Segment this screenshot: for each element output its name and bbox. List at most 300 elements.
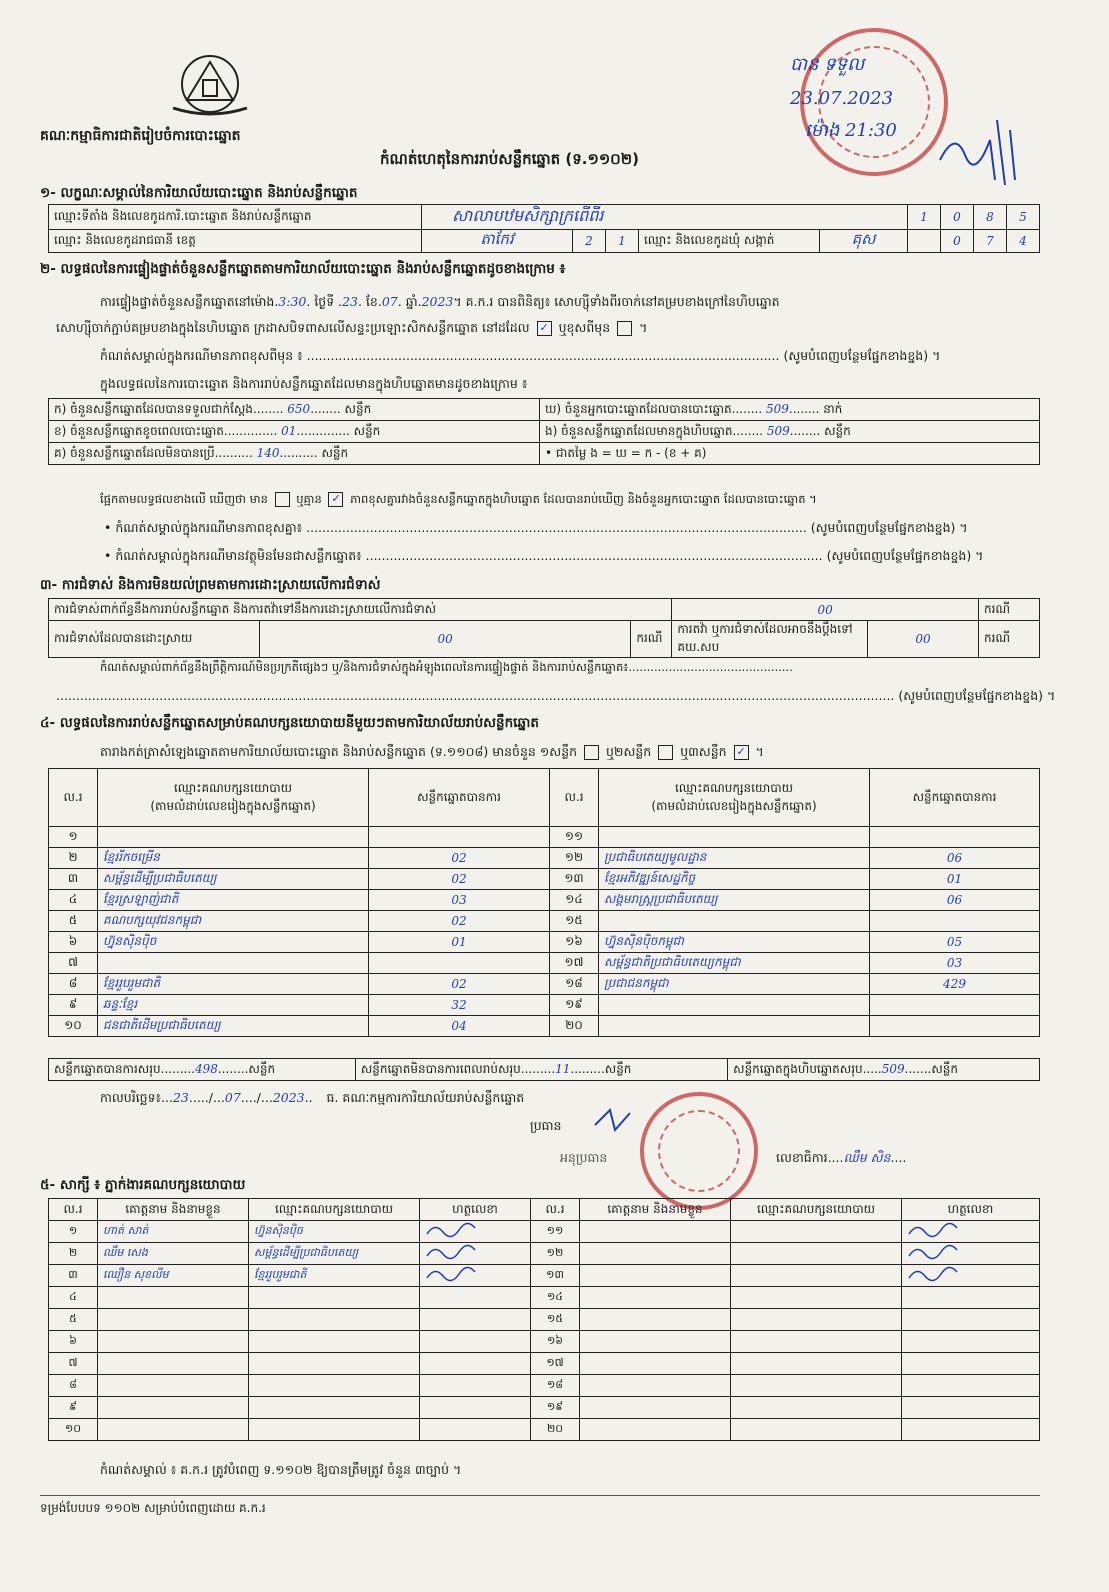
table-row	[49, 932, 1040, 953]
party-name	[98, 953, 369, 974]
location-code-2: 0	[941, 205, 974, 230]
row-no: ១៨	[550, 974, 599, 995]
irregularity-hint: (សូមបំពេញបន្ថែមផ្នែកខាងខ្នង) ។	[898, 688, 1056, 703]
received-value: 650	[287, 401, 311, 416]
seal-line	[56, 320, 647, 339]
changed-checkbox[interactable]	[617, 321, 632, 336]
party-name: ខ្មែរស្រឡាញ់ជាតិ	[98, 890, 369, 911]
witness-row	[49, 1221, 1040, 1243]
party-results-table	[48, 768, 1040, 1037]
witness-no: ៦	[49, 1331, 98, 1353]
witness-row	[49, 1353, 1040, 1375]
witness-signature	[420, 1331, 531, 1353]
row-no: ១៧	[550, 953, 599, 974]
total-valid-cell: សន្លឹកឆ្នោតបានការសរុប.........498........សន្លឹក	[49, 1059, 356, 1081]
party-votes	[369, 827, 550, 848]
total-box-label: សន្លឹកឆ្នោតក្នុងហិបឆ្នោតសរុប	[733, 1061, 863, 1076]
col-party-left-title: ឈ្មោះគណបក្សនយោបាយ	[173, 780, 293, 795]
witness-no: ១១	[531, 1221, 580, 1243]
committee-label: ធ. គណៈកម្មការការិយាល័យរាប់សន្លឹកឆ្នោត	[326, 1090, 525, 1105]
witness-name	[580, 1375, 731, 1397]
witness-party	[249, 1397, 420, 1419]
party-votes: 05	[870, 932, 1040, 953]
witness-no: ២	[49, 1243, 98, 1265]
party-name: ខ្មែររួបរួមជាតិ	[98, 974, 369, 995]
commune-label: ឈ្មោះ និងលេខកូដឃុំ សង្កាត់	[639, 230, 820, 253]
witness-no: ១៧	[531, 1353, 580, 1375]
party-votes	[870, 1016, 1040, 1037]
witness-signature	[902, 1375, 1040, 1397]
commune-code-1: 0	[941, 230, 974, 253]
witness-signature	[902, 1397, 1040, 1419]
witness-party	[731, 1375, 902, 1397]
row-no: ១៩	[550, 995, 599, 1016]
witness-signature	[902, 1243, 1040, 1265]
appeal-label: ការតវ៉ា ឬការជំទាស់ដែលអាចនឹងប្តឹងទៅ គឃ.សប	[672, 621, 868, 658]
difference-text-a: ផ្អែកតាមលទ្ធផលខាងលើ ឃើញថា មាន	[100, 492, 268, 506]
witness-name	[580, 1309, 731, 1331]
commune-code-blank	[908, 230, 941, 253]
complaints-unit: ករណី	[979, 599, 1040, 621]
verification-time: 3:30	[278, 294, 307, 309]
unused-row: គ) ចំនួនសន្លឹកឆ្នោតដែលមិនបានប្រើ.......... 140.......... សន្លឹក	[49, 443, 540, 465]
party-votes: 06	[870, 890, 1040, 911]
witness-name	[580, 1265, 731, 1287]
change-note-line	[100, 348, 940, 367]
col-party-right-title: ឈ្មោះគណបក្សនយោបាយ	[674, 780, 794, 795]
party-votes: 04	[369, 1016, 550, 1037]
tally-sheet-text: តារាងកត់ត្រាសំឡេងឆ្នោតតាមការិយាល័យបោះឆ្នោត និងរាប់សន្លឹកឆ្នោត (ទ.១១០៨) មានចំនួន ១សន្លឹក	[100, 744, 578, 759]
form-footer: ទម្រង់បែបបទ ១១០២ សម្រាប់បំពេញដោយ គ.ក.រ	[40, 1501, 266, 1515]
chair-label: ប្រធាន	[530, 1118, 562, 1133]
tally-sheet-line	[100, 744, 764, 763]
witness-no: ២០	[531, 1419, 580, 1441]
witness-no: ១៣	[531, 1265, 580, 1287]
commune-code-3: 4	[1007, 230, 1040, 253]
row-no: ១៥	[550, 911, 599, 932]
chair-signature	[590, 1105, 640, 1135]
party-votes	[870, 911, 1040, 932]
total-invalid-cell: សន្លឹកឆ្នោតមិនបានការពេលរាប់សរុប.........11.........សន្លឹក	[355, 1059, 727, 1081]
party-name: សម្ព័ន្ធដើម្បីប្រជាធិបតេយ្យ	[98, 869, 369, 890]
witness-signature	[902, 1309, 1040, 1331]
col-votes-right: សន្លឹកឆ្នោតបានការ	[870, 769, 1040, 827]
location-code-1: 1	[908, 205, 941, 230]
irregularity-note-line2	[56, 688, 1055, 707]
witness-name	[580, 1243, 731, 1265]
received-unit: សន្លឹក	[344, 401, 372, 416]
witness-name	[98, 1331, 249, 1353]
changed-label: ឬខុសពីមុន	[558, 320, 611, 335]
party-votes: 02	[369, 848, 550, 869]
verification-month: 07	[381, 294, 398, 309]
appeal-value: 00	[868, 621, 979, 658]
witness-name	[580, 1397, 731, 1419]
unused-value: 140	[256, 445, 280, 460]
difference-text-c: ភាពខុសគ្នារវាងចំនួនសន្លឹកឆ្នោតក្នុងហិបឆ្នោត ដែលបានរាប់ឃើញ និងចំនួនអ្នកបោះឆ្នោត ដែលបានបោះឆ្នោត ។	[350, 492, 817, 506]
witness-party	[249, 1419, 420, 1441]
witness-no: ១០	[49, 1419, 98, 1441]
total-valid-unit: សន្លឹក	[248, 1061, 276, 1076]
party-name: ជនជាតិដើមប្រជាធិបតេយ្យ	[98, 1016, 369, 1037]
seal-text: សោហ្ស៊ីចាក់ភ្ជាប់គម្របខាងក្នុងនៃហិបឆ្នោត ក្រដាសបិទពាសលើសន្ទះប្រឡោះសិកសន្លឹកឆ្នោត នៅដដែល	[56, 320, 530, 335]
appeal-unit: ករណី	[979, 621, 1040, 658]
witness-row	[49, 1243, 1040, 1265]
table-row	[49, 1016, 1040, 1037]
party-votes: 32	[369, 995, 550, 1016]
witness-name	[580, 1419, 731, 1441]
seal-end: ។	[639, 320, 648, 335]
witness-name: ហាត់ សាត់	[98, 1221, 249, 1243]
section4-title: ៤- លទ្ធផលនៃការរាប់សន្លឹកឆ្នោតសម្រាប់គណបក្សនយោបាយនីមួយៗតាមការិយាល័យរាប់សន្លឹកឆ្នោត	[40, 715, 539, 731]
witness-col-no-right: ល.រ	[531, 1199, 580, 1221]
totals-table	[48, 1058, 1040, 1081]
form-title: កំណត់ហេតុនៃការរាប់សន្លឹកឆ្នោត (ទ.១១០២)	[380, 150, 640, 168]
row-no: ៣	[49, 869, 98, 890]
difference-note-label: កំណត់សម្គាល់ក្នុងករណីមានភាពខុសគ្នា៖	[115, 520, 303, 535]
verification-line	[100, 294, 780, 313]
date-year: 2023	[272, 1090, 305, 1105]
date-day: 23	[172, 1090, 189, 1105]
total-invalid-value: 11	[555, 1061, 571, 1076]
row-no: ២០	[550, 1016, 599, 1037]
location-code-3: 8	[974, 205, 1007, 230]
witness-no: ៨	[49, 1375, 98, 1397]
signature-scribble	[907, 1266, 967, 1282]
location-table	[48, 204, 1040, 253]
verification-text-d: . ឆ្នាំ.	[397, 294, 422, 309]
ballot-count-table	[48, 398, 1040, 465]
witness-row	[49, 1397, 1040, 1419]
difference-note: • កំណត់សម្គាល់ក្នុងករណីមានភាពខុសគ្នា៖ .............................................................................................................................. (សូមបំពេញបន្ថែមផ្នែកខាងខ្នង) ។	[104, 520, 968, 535]
total-valid-label: សន្លឹកឆ្នោតបានការសរុប	[54, 1061, 161, 1076]
received-row: ក) ចំនួនសន្លឹកឆ្នោតដែលបានទទួលជាក់ស្តែង........ 650........ សន្លឹក	[49, 399, 540, 421]
row-no: ១០	[49, 1016, 98, 1037]
witness-col-sign-right: ហត្ថលេខា	[902, 1199, 1040, 1221]
party-votes	[369, 953, 550, 974]
row-no: ៤	[49, 890, 98, 911]
spoiled-label: ខ) ចំនួនសន្លឹកឆ្នោតខូចពេលបោះឆ្នោត	[54, 423, 224, 438]
location-value: សាលាបឋមសិក្សាក្រពើពីរ	[422, 205, 908, 230]
row-no: ៥	[49, 911, 98, 932]
row-no: ១៤	[550, 890, 599, 911]
verification-year: 2023	[421, 294, 454, 309]
voted-unit: នាក់	[823, 401, 843, 416]
witness-col-sign-left: ហត្ថលេខា	[420, 1199, 531, 1221]
witness-signature	[420, 1265, 531, 1287]
witness-name: ឈឹម សេង	[98, 1243, 249, 1265]
witness-name	[98, 1397, 249, 1419]
change-note-dots: .......................................................................................................................	[306, 348, 780, 363]
witness-no: ១៦	[531, 1331, 580, 1353]
table-row	[49, 974, 1040, 995]
witness-row	[49, 1375, 1040, 1397]
signature-top-right	[935, 100, 1025, 190]
party-votes	[870, 827, 1040, 848]
total-box-cell: សន្លឹកឆ្នោតក្នុងហិបឆ្នោតសរុប.....509.......សន្លឹក	[728, 1059, 1040, 1081]
party-votes: 03	[369, 890, 550, 911]
party-name: សម្ព័ន្ធជាតិប្រជាធិបតេយ្យកម្ពុជា	[599, 953, 870, 974]
change-note-label: កំណត់សម្គាល់ក្នុងករណីមានភាពខុសពីមុន ៖	[100, 348, 303, 363]
party-votes: 02	[369, 911, 550, 932]
witness-name	[98, 1353, 249, 1375]
witness-col-name-right: គោត្តនាម និងនាមខ្លួន	[580, 1199, 731, 1221]
section3-title: ៣- ការជំទាស់ និងការមិនយល់ព្រមតាមការដោះស្រាយលើការជំទាស់	[40, 577, 381, 593]
unchanged-checkbox[interactable]: ✓	[537, 321, 552, 336]
signature-scribble	[425, 1244, 485, 1260]
official-stamp-committee	[640, 1092, 758, 1210]
row-no: ៨	[49, 974, 98, 995]
table-row	[49, 890, 1040, 911]
witness-table	[48, 1198, 1040, 1441]
row-no: ១៣	[550, 869, 599, 890]
verification-day: 23	[342, 294, 359, 309]
table-row	[49, 827, 1040, 848]
change-note-hint: (សូមបំពេញបន្ថែមផ្នែកខាងខ្នង) ។	[783, 348, 941, 363]
signature-scribble	[907, 1244, 967, 1260]
witness-party	[731, 1419, 902, 1441]
row-no: ២	[49, 848, 98, 869]
section5-title: ៥- សាក្សី ៖ ភ្នាក់ងារគណបក្សនយោបាយ	[40, 1177, 246, 1193]
date-label: កាលបរិច្ឆេទ៖	[100, 1090, 162, 1105]
received-label: ក) ចំនួនសន្លឹកឆ្នោតដែលបានទទួលជាក់ស្តែង	[54, 401, 253, 416]
witness-no: ៩	[49, 1397, 98, 1419]
in-box-value: 509	[766, 423, 790, 438]
witness-col-party-left: ឈ្មោះគណបក្សនយោបាយ	[249, 1199, 420, 1221]
emblem-block	[100, 50, 320, 122]
row-no: ១២	[550, 848, 599, 869]
witness-row	[49, 1309, 1040, 1331]
verification-text-e: ។ គ.ក.រ បានពិនិត្យ៖ សោហ្ស៊ីទាំងពីរចាក់នៅគម្របខាងក្រៅនៃហិបឆ្នោត	[453, 294, 780, 309]
footnote: កំណត់សម្គាល់ ៖ គ.ក.រ ត្រូវបំពេញ ទ.១១០២ ឱ្យបានត្រឹមត្រូវ ចំនួន ៣ច្បាប់ ។	[100, 1462, 462, 1477]
witness-party	[731, 1287, 902, 1309]
witness-col-name-left: គោត្តនាម និងនាមខ្លួន	[98, 1199, 249, 1221]
complaints-value: 00	[672, 599, 979, 621]
witness-party	[731, 1243, 902, 1265]
no-difference-checkbox[interactable]: ✓	[328, 492, 343, 507]
difference-note-dots: ..............................................................................................................................	[306, 520, 807, 535]
two-sheet-label: ឬ២សន្លឹក	[606, 744, 652, 759]
party-votes: 02	[369, 869, 550, 890]
irregularity-note-label: កំណត់សម្គាល់ពាក់ព័ន្ធនឹងព្រឹត្តិការណ៍មិនប្រក្រតីផ្សេងៗ ឬ/និងការជំទាស់ក្នុងអំឡុងពេលនៃការផ្ទៀងផ្ទាត់ និងការរាប់សន្លឹកឆ្នោត៖	[100, 660, 629, 674]
witness-party	[249, 1375, 420, 1397]
spoiled-unit: សន្លឹក	[353, 423, 381, 438]
witness-signature	[902, 1265, 1040, 1287]
foreign-object-dots: ...................................................................................................................	[365, 548, 823, 563]
witness-party	[731, 1397, 902, 1419]
date-month: 07	[224, 1090, 241, 1105]
resolved-label: ការជំទាស់ដែលបានដោះស្រាយ	[49, 621, 260, 658]
irregularity-note: កំណត់សម្គាល់ពាក់ព័ន្ធនឹងព្រឹត្តិការណ៍មិនប្រក្រតីផ្សេងៗ ឬ/និងការជំទាស់ក្នុងអំឡុងពេលនៃការផ្ទៀងផ្ទាត់ និងការរាប់សន្លឹកឆ្នោត៖.............................................	[100, 660, 793, 674]
footer-divider	[40, 1495, 1040, 1496]
unused-unit: សន្លឹក	[321, 445, 349, 460]
verification-text-c: . ខែ.	[358, 294, 382, 309]
table-row	[49, 911, 1040, 932]
witness-signature	[902, 1331, 1040, 1353]
signature-scribble	[425, 1266, 485, 1282]
table-row	[49, 869, 1040, 890]
signature-scribble	[907, 1222, 967, 1238]
member-label: អនុប្រធាន	[560, 1150, 608, 1165]
two-sheet-checkbox[interactable]	[658, 745, 673, 760]
witness-name	[580, 1287, 731, 1309]
col-party-left-sub: (តាមលំដាប់លេខរៀងក្នុងសន្លឹកឆ្នោត)	[150, 798, 316, 813]
complaints-label: ការជំទាស់ពាក់ព័ន្ធនឹងការរាប់សន្លឹកឆ្នោត និងការតវ៉ាទៅនឹងការដោះស្រាយលើការជំទាស់	[49, 599, 672, 621]
col-no-right: ល.រ	[550, 769, 599, 827]
party-name: ហ្វ៊ុនស៊ិនប៉ិច	[98, 932, 369, 953]
party-name	[599, 1016, 870, 1037]
witness-signature	[420, 1221, 531, 1243]
in-box-unit: សន្លឹក	[824, 423, 851, 438]
witness-name: ឈឿន សុខលីម	[98, 1265, 249, 1287]
received-note-line1: បាន ទទួល	[790, 54, 865, 75]
resolved-value: 00	[260, 621, 631, 658]
formula-text: ជាតម្លៃ ង = ឃ = ក - (ខ + គ)	[555, 445, 707, 460]
three-sheet-checkbox[interactable]: ✓	[734, 745, 749, 760]
witness-name	[98, 1309, 249, 1331]
nec-emblem-icon	[165, 50, 255, 118]
party-votes: 01	[870, 869, 1040, 890]
witness-name	[98, 1375, 249, 1397]
no-difference-label: ឬគ្មាន	[296, 492, 322, 506]
resolved-unit: ករណី	[631, 621, 672, 658]
witness-no: ៣	[49, 1265, 98, 1287]
spoiled-value: 01	[281, 423, 297, 438]
three-sheet-label: ឬ៣សន្លឹក	[680, 744, 727, 759]
voted-label: ឃ) ចំនួនអ្នកបោះឆ្នោតដែលបានបោះឆ្នោត	[545, 401, 732, 416]
party-name	[599, 911, 870, 932]
witness-no: ១២	[531, 1243, 580, 1265]
section1-title: ១- លក្ខណៈសម្គាល់នៃការិយាល័យបោះឆ្នោត និងរាប់សន្លឹកឆ្នោត	[40, 185, 358, 201]
tally-sheet-end: ។	[755, 744, 764, 759]
party-votes: 02	[369, 974, 550, 995]
witness-no: ១៩	[531, 1397, 580, 1419]
has-difference-checkbox[interactable]	[275, 492, 290, 507]
foreign-object-note: • កំណត់សម្គាល់ក្នុងករណីមានវត្ថុមិនមែនជាសន្លឹកឆ្នោត៖ ................................................................................................................... (សូមបំពេញបន្ថែមផ្នែកខាងខ្នង) ។	[104, 548, 984, 563]
witness-col-no-left: ល.រ	[49, 1199, 98, 1221]
total-box-value: 509	[881, 1061, 905, 1076]
signature-scribble	[425, 1222, 485, 1238]
voted-value: 509	[765, 401, 789, 416]
witness-signature	[420, 1353, 531, 1375]
witness-signature	[902, 1287, 1040, 1309]
total-invalid-unit: សន្លឹក	[604, 1061, 632, 1076]
witness-party	[731, 1265, 902, 1287]
row-no: ១	[49, 827, 98, 848]
witness-party: ខ្មែររួបរួមជាតិ	[249, 1265, 420, 1287]
total-box-unit: សន្លឹក	[931, 1061, 958, 1076]
col-party-right-sub: (តាមលំដាប់លេខរៀងក្នុងសន្លឹកឆ្នោត)	[651, 798, 817, 813]
row-no: ៩	[49, 995, 98, 1016]
table-row	[49, 953, 1040, 974]
party-name: សង្គមរាស្ត្រប្រជាធិបតេយ្យ	[599, 890, 870, 911]
secretary-name: ឈឹម សិន	[843, 1150, 891, 1165]
section2-title: ២- លទ្ធផលនៃការផ្ទៀងផ្ទាត់ចំនួនសន្លឹកឆ្នោតតាមការិយាល័យបោះឆ្នោត និងរាប់សន្លឹកឆ្នោតដូចខាងក្រោម ៖	[40, 261, 566, 277]
witness-no: ១	[49, 1221, 98, 1243]
witness-party	[731, 1221, 902, 1243]
witness-no: ១៨	[531, 1375, 580, 1397]
col-party-left	[98, 769, 369, 827]
witness-no: ៤	[49, 1287, 98, 1309]
one-sheet-checkbox[interactable]	[584, 745, 599, 760]
irregularity-dots: ...................................................................................................................................................................................................................	[56, 688, 895, 703]
verification-text-a: ការផ្ទៀងផ្ទាត់ចំនួនសន្លឹកឆ្នោតនៅម៉ោង.	[100, 294, 279, 309]
spoiled-row: ខ) ចំនួនសន្លឹកឆ្នោតខូចពេលបោះឆ្នោត.............. 01.............. សន្លឹក	[49, 421, 540, 443]
foreign-object-hint: (សូមបំពេញបន្ថែមផ្នែកខាងខ្នង) ។	[826, 548, 984, 563]
witness-party	[731, 1309, 902, 1331]
witness-name	[580, 1353, 731, 1375]
witness-name	[98, 1287, 249, 1309]
witness-signature	[420, 1287, 531, 1309]
party-name: ប្រជាធិបតេយ្យមូលដ្ឋាន	[599, 848, 870, 869]
party-votes	[870, 995, 1040, 1016]
witness-no: ១៤	[531, 1287, 580, 1309]
witness-name	[580, 1221, 731, 1243]
results-intro: ក្នុងលទ្ធផលនៃការបោះឆ្នោត និងការរាប់សន្លឹកឆ្នោតដែលមានក្នុងហិបឆ្នោតមានដូចខាងក្រោម ៖	[100, 376, 528, 391]
voted-row: ឃ) ចំនួនអ្នកបោះឆ្នោតដែលបានបោះឆ្នោត........ 509........ នាក់	[540, 399, 1040, 421]
witness-party	[249, 1331, 420, 1353]
witness-signature	[420, 1309, 531, 1331]
witness-no: ៥	[49, 1309, 98, 1331]
row-no: ៦	[49, 932, 98, 953]
party-votes: 01	[369, 932, 550, 953]
witness-signature	[420, 1419, 531, 1441]
received-note-line2: 23.07.2023	[790, 88, 894, 109]
witness-party	[731, 1331, 902, 1353]
date-line: កាលបរិច្ឆេទ៖...23...../...07..../...2023.. ធ. គណៈកម្មការការិយាល័យរាប់សន្លឹកឆ្នោត	[100, 1090, 525, 1105]
col-votes-left: សន្លឹកឆ្នោតបានការ	[369, 769, 550, 827]
table-row	[49, 995, 1040, 1016]
organization-name: គណៈកម្មាធិការជាតិរៀបចំការបោះឆ្នោត	[40, 128, 241, 144]
witness-signature	[902, 1419, 1040, 1441]
difference-note-hint: (សូមបំពេញបន្ថែមផ្នែកខាងខ្នង) ។	[810, 520, 968, 535]
province-label: ឈ្មោះ និងលេខកូដរាជធានី ខេត្ត	[49, 230, 422, 253]
witness-signature	[902, 1353, 1040, 1375]
party-votes: 06	[870, 848, 1040, 869]
witness-row	[49, 1287, 1040, 1309]
province-value: តាកែវ	[422, 230, 573, 253]
witness-row	[49, 1265, 1040, 1287]
party-name: គណបក្សយុវជនកម្ពុជា	[98, 911, 369, 932]
party-name: ខ្មែររីកចម្រើន	[98, 848, 369, 869]
party-name: ហ្វ៊ុនស៊ិនប៉ិចកម្ពុជា	[599, 932, 870, 953]
verification-text-b: . ថ្ងៃទី .	[306, 294, 343, 309]
witness-party	[249, 1353, 420, 1375]
witness-party	[249, 1309, 420, 1331]
foreign-object-label: កំណត់សម្គាល់ក្នុងករណីមានវត្ថុមិនមែនជាសន្លឹកឆ្នោត៖	[115, 548, 362, 563]
total-valid-value: 498	[194, 1061, 218, 1076]
total-invalid-label: សន្លឹកឆ្នោតមិនបានការពេលរាប់សរុប	[360, 1061, 521, 1076]
difference-line	[100, 492, 817, 509]
unused-label: គ) ចំនួនសន្លឹកឆ្នោតដែលមិនបានប្រើ	[54, 445, 215, 460]
witness-party	[731, 1353, 902, 1375]
witness-party: ហ្វ៊ុនស៊ិនប៉ិច	[249, 1221, 420, 1243]
col-no-left: ល.រ	[49, 769, 98, 827]
witness-col-party-right: ឈ្មោះគណបក្សនយោបាយ	[731, 1199, 902, 1221]
secretary-label: លេខាធិការ	[776, 1150, 828, 1165]
commune-value: គុស	[820, 230, 908, 253]
row-no: ១១	[550, 827, 599, 848]
party-name: ប្រជាជនកម្ពុជា	[599, 974, 870, 995]
party-name: ឆន្ទៈខ្មែរ	[98, 995, 369, 1016]
witness-row	[49, 1419, 1040, 1441]
witness-party	[249, 1287, 420, 1309]
party-name	[98, 827, 369, 848]
witness-signature	[420, 1243, 531, 1265]
party-name	[599, 827, 870, 848]
witness-name	[98, 1419, 249, 1441]
witness-no: ៧	[49, 1353, 98, 1375]
